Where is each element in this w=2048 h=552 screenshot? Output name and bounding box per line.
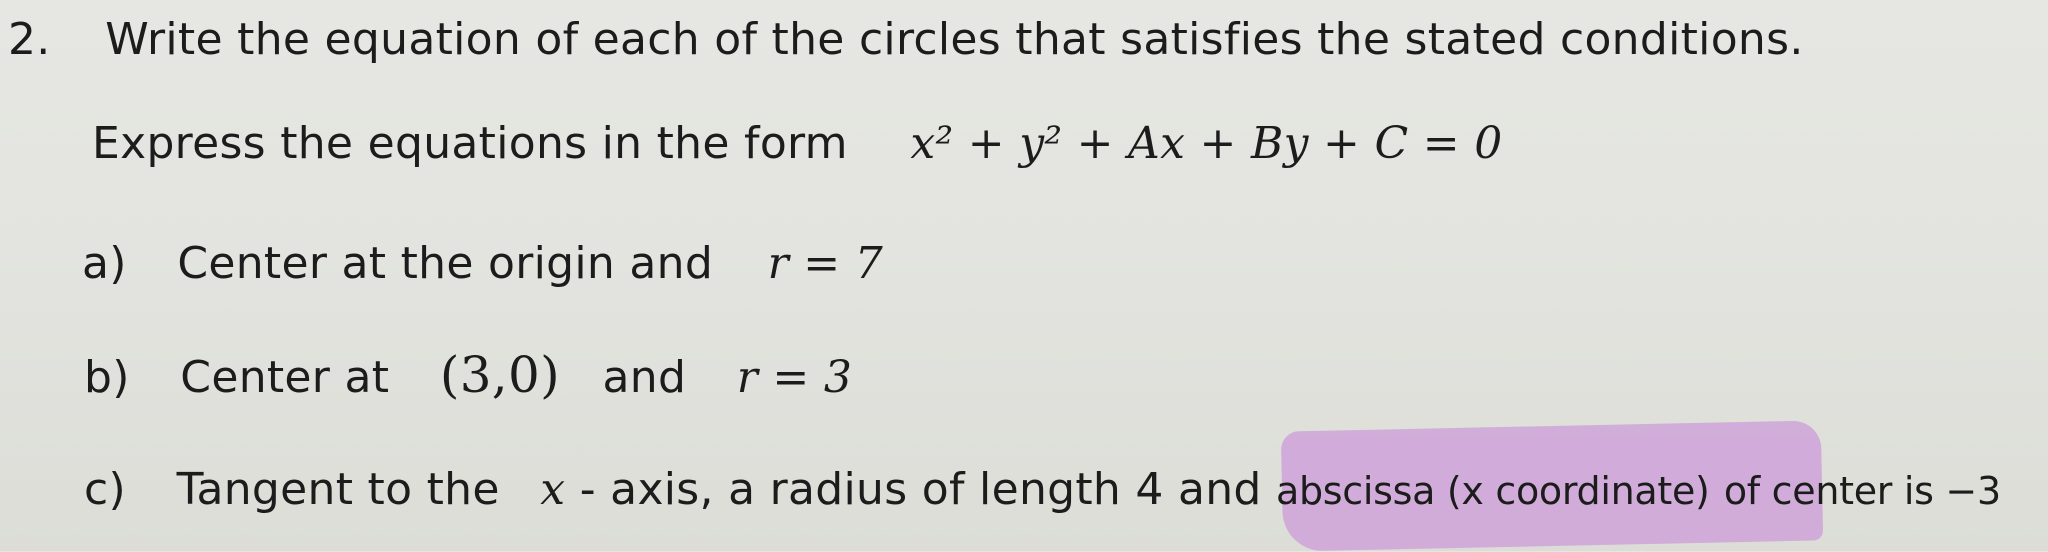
form-intro: Express the equations in the form (92, 118, 848, 169)
part-b-label: b) (84, 352, 130, 403)
part-c-text-after: - axis, a radius of length 4 and (579, 464, 1262, 515)
form-equation-text: x² + y² + Ax + By + C = 0 (910, 118, 1503, 169)
part-b (84, 346, 852, 404)
part-b-point: (3,0) (439, 346, 560, 404)
part-a-math: r = 7 (767, 238, 884, 289)
part-c-label: c) (84, 464, 126, 515)
problem-heading (8, 14, 1804, 65)
problem-number: 2. (8, 14, 51, 65)
part-c (84, 464, 2001, 515)
problem-instruction: Write the equation of each of the circles that satisfies the stated conditions. (105, 14, 1804, 65)
part-a-text: Center at the origin and (177, 238, 714, 289)
part-a-label: a) (82, 238, 127, 289)
form-equation (910, 118, 1502, 169)
part-b-math: r = 3 (736, 352, 853, 403)
part-c-highlighted-text: abscissa (x coordinate) (1275, 469, 1710, 513)
part-c-text-before: Tangent to the (176, 464, 500, 515)
part-c-math: x (540, 464, 566, 515)
part-c-text-end: of center is −3 (1723, 469, 2001, 513)
part-b-text-before: Center at (180, 352, 390, 403)
part-a (82, 238, 883, 289)
part-b-text-after: and (602, 352, 687, 403)
form-line (92, 118, 1503, 169)
